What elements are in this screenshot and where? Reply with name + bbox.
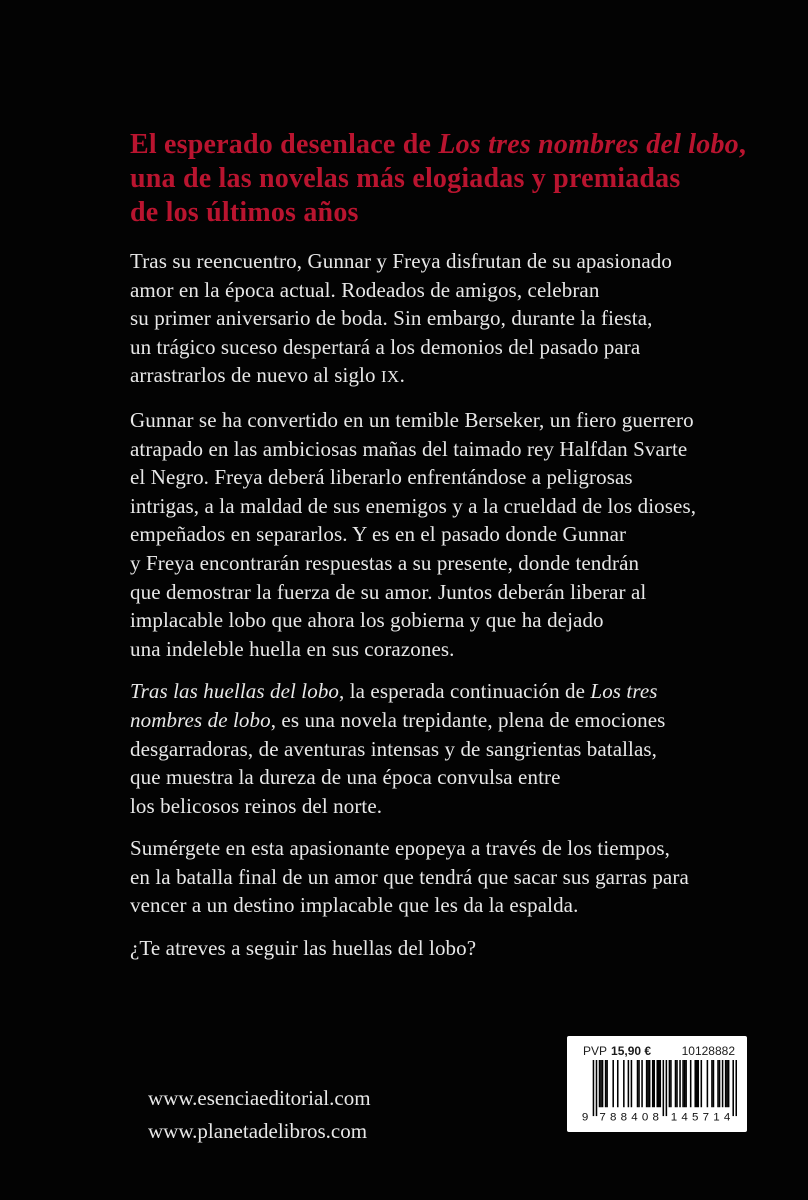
barcode-bar [711,1060,713,1107]
text-run: los belicosos reinos del norte. [130,793,383,818]
text-run: en la batalla final de un amor que tendrá que sacar sus garras para [130,864,689,889]
barcode-bar [735,1060,737,1116]
text-run: y Freya encontrarán respuestas a su presente, donde tendrán [130,550,640,575]
barcode-bar [596,1060,598,1116]
text-run: . [399,363,406,388]
italic-title-run: nombres de lobo [130,707,271,732]
barcode-bar [638,1060,640,1107]
barcode-bar [670,1060,672,1107]
pvp-label: PVP [583,1044,608,1058]
barcode-bar [612,1060,614,1107]
barcode-bar [719,1060,721,1107]
text-run: , [738,129,747,160]
publisher-url-planetadelibros: www.planetadelibros.com [148,1119,368,1143]
barcode-bar [722,1060,724,1107]
text-run: de los últimos años [130,197,359,228]
barcode-bar [617,1060,619,1107]
barcode-bar [728,1060,730,1107]
barcode-bar [599,1060,601,1107]
isbn-digit-left: 4 [631,1111,638,1122]
barcode-bar [717,1060,719,1107]
barcode-bar [631,1060,633,1107]
text-run: Tras su reencuentro, Gunnar y Freya disfrutan de su apasionado [130,249,672,273]
barcode-bar [652,1060,654,1107]
text-run: El esperado desenlace de [130,129,439,160]
price [583,1044,651,1058]
barcode-bar [637,1060,639,1107]
barcode-bar [732,1060,734,1116]
headline [130,128,778,230]
barcode-bar [698,1060,700,1107]
barcode-bar [600,1060,602,1107]
barcode-bar [694,1060,696,1107]
isbn-digit-right: 1 [713,1111,720,1122]
ean13-barcode [579,1060,737,1122]
product-code: 10128882 [681,1044,735,1058]
text-run: implacable lobo que ahora los gobierna y que ha dejado [130,608,604,633]
tagline-question [130,934,778,963]
synopsis-paragraph-1 [130,247,778,392]
synopsis-paragraph-4 [130,834,778,920]
barcode-bar [647,1060,649,1107]
barcode-bar [679,1060,681,1107]
text-run: IX [380,367,400,387]
isbn-digit-right: 7 [702,1111,710,1122]
barcode-bar [684,1060,686,1107]
barcode-bar [701,1060,703,1107]
barcode-bar [606,1060,608,1107]
barcode-box [567,1036,747,1132]
text-run: una de las novelas más elogiadas y premiadas [130,163,681,194]
text-run: una indeleble huella en sus corazones. [130,636,455,661]
isbn-digit-right: 1 [670,1111,678,1122]
barcode-bar [593,1060,595,1116]
isbn-digit-first: 9 [581,1111,589,1122]
price-value: 15,90 € [611,1044,652,1058]
text-run: empeñados en separarlos. Y es en el pasado donde Gunnar [130,522,627,547]
barcode-bar [676,1060,678,1107]
text-run: que muestra la dureza de una época convulsa entre [130,765,561,790]
isbn-digit-left: 8 [620,1111,628,1122]
text-run: arrastrarlos de nuevo al siglo [130,363,381,388]
isbn-digit-right: 4 [723,1111,731,1122]
publisher-urls [148,1082,371,1148]
synopsis-paragraph-3 [130,677,778,820]
text-run: intrigas, a la maldad de sus enemigos y a la crueldad de los dioses, [130,493,697,518]
text-run: desgarradoras, de aventuras intensas y de sangrientas batallas, [130,736,658,761]
isbn-digit-left: 7 [599,1111,606,1122]
barcode-bar [660,1060,662,1107]
text-run: el Negro. Freya deberá liberarlo enfrentándose a peligrosas [130,465,633,490]
text-run: atrapado en las ambiciosas mañas del taimado rey Halfdan Svarte [130,436,688,461]
barcode-bar [649,1060,651,1107]
isbn-digit-left: 0 [641,1111,649,1122]
barcode-bar [725,1060,727,1107]
barcode-bar [646,1060,648,1107]
barcode-bar [605,1060,607,1107]
barcode-bar [656,1060,658,1107]
italic-title-run: Los tres nombres del lobo [438,129,739,160]
text-run: ¿Te atreves a seguir las huellas del lobo? [130,936,477,961]
text-run: su primer aniversario de boda. Sin embargo, durante la fiesta, [130,306,653,331]
synopsis-paragraph-2 [130,406,778,663]
text-run: , la esperada continuación de [339,679,591,704]
barcode-bar [726,1060,728,1107]
barcode-bar [713,1060,715,1107]
barcode-bar [669,1060,671,1107]
barcode-header [567,1036,747,1058]
isbn-digit-left: 8 [652,1111,659,1122]
barcode-bar [653,1060,655,1107]
barcode-bar [602,1060,604,1107]
isbn-digit-right: 5 [692,1111,699,1122]
italic-title-run: Los tres [590,679,658,704]
barcode-bar [696,1060,698,1107]
text-run: que demostrar la fuerza de su amor. Juntos deberán liberar al [130,579,647,604]
barcode-bar [707,1060,709,1107]
barcode-bar [658,1060,660,1107]
barcode-bar [685,1060,687,1107]
barcode-bar [690,1060,692,1107]
isbn-digit-right: 4 [681,1111,688,1122]
text-run: vencer a un destino implacable que les da la espalda. [130,893,579,918]
barcode-bar [628,1060,630,1107]
text-run: Sumérgete en esta apasionante epopeya a través de los tiempos, [130,836,670,861]
publisher-url-esencia: www.esenciaeditorial.com [148,1086,371,1110]
barcode-bar [623,1060,625,1107]
isbn-digit-left: 8 [609,1111,617,1122]
italic-title-run: Tras las huellas del lobo [130,679,340,704]
barcode-bar [663,1060,665,1116]
text-run: amor en la época actual. Rodeados de amigos, celebran [130,277,600,302]
text-run: un trágico suceso despertará a los demonios del pasado para [130,334,641,359]
barcode-bar [666,1060,668,1116]
barcode-bar [682,1060,684,1107]
text-run: Gunnar se ha convertido en un temible Berseker, un fiero guerrero [130,407,694,432]
barcode-bar [675,1060,677,1107]
barcode-bar [641,1060,643,1107]
synopsis-content [130,128,778,977]
text-run: , es una novela trepidante, plena de emociones [270,707,666,732]
